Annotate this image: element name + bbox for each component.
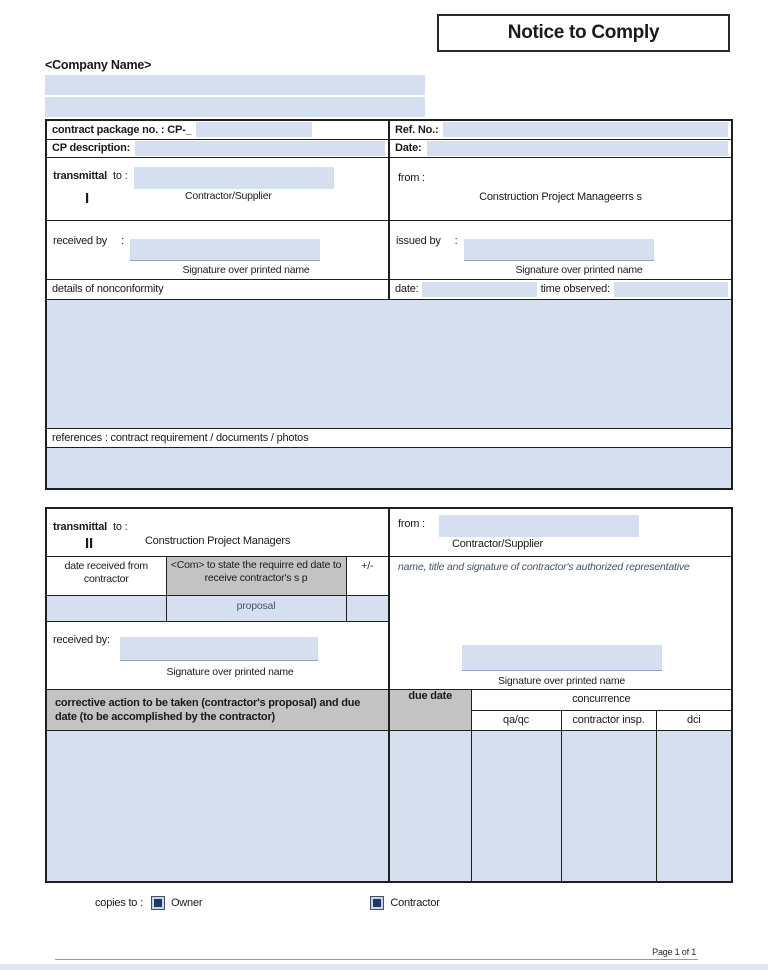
nonconformity-details-area[interactable] bbox=[46, 299, 732, 428]
corrective-action-area[interactable] bbox=[46, 730, 389, 882]
transmittal-1-label: transmittal bbox=[53, 169, 108, 182]
form-title-text: Notice to Comply bbox=[507, 22, 660, 43]
details-nonconformity-label: details of nonconformity bbox=[52, 282, 164, 295]
received-by-1-colon: : bbox=[121, 234, 124, 247]
references-label: references : contract requirement / documents / photos bbox=[52, 431, 309, 444]
contract-package-label: contract package no. : CP-_ bbox=[52, 123, 192, 136]
issued-by-colon: : bbox=[454, 234, 458, 247]
transmittal-2-to-value: Construction Project Managers bbox=[144, 535, 291, 547]
date-observed-label: date: bbox=[395, 283, 419, 295]
transmittal-1-from-value: Construction Project Manageerrs s bbox=[479, 190, 642, 203]
contractor-insp-area[interactable] bbox=[561, 730, 656, 882]
company-address-input[interactable] bbox=[45, 75, 425, 95]
transmittal-2-from-label: from : bbox=[398, 518, 425, 530]
dci-header: dci bbox=[687, 713, 701, 726]
transmittal-1-to-caption: Contractor/Supplier bbox=[184, 189, 272, 202]
ref-no-input[interactable] bbox=[443, 122, 728, 137]
transmittal-1-to-label: to : bbox=[113, 169, 128, 182]
company-name: <Company Name> bbox=[45, 58, 152, 72]
company-contact-input[interactable] bbox=[45, 97, 425, 117]
signature-caption-2-right: Signature over printed name bbox=[497, 674, 626, 687]
footer-divider bbox=[55, 959, 698, 960]
contractor-label: Contractor bbox=[390, 897, 440, 909]
owner-checkbox-icon[interactable] bbox=[151, 896, 165, 910]
plus-minus-input[interactable] bbox=[346, 595, 389, 621]
transmittal-2-table bbox=[45, 507, 733, 883]
date-received-input[interactable] bbox=[46, 595, 166, 621]
cp-description-input[interactable] bbox=[135, 141, 385, 156]
concurrence-header: concurrence bbox=[572, 692, 631, 705]
date-received-header: date received from contractor bbox=[46, 556, 166, 595]
transmittal-1-numeral: I bbox=[85, 189, 89, 207]
page-bottom-strip bbox=[0, 964, 768, 970]
issued-by-input[interactable] bbox=[464, 239, 654, 261]
qaqc-area[interactable] bbox=[471, 730, 561, 882]
issued-by-label: issued by bbox=[396, 234, 441, 247]
received-by-1-label: received by bbox=[53, 234, 108, 247]
time-observed-input[interactable] bbox=[614, 282, 728, 297]
transmittal-2-from-caption: Contractor/Supplier bbox=[452, 538, 543, 550]
contractor-signature-input[interactable] bbox=[462, 645, 662, 671]
proposal-cell[interactable] bbox=[166, 595, 346, 621]
received-by-1-input[interactable] bbox=[130, 239, 320, 261]
signature-caption-1-left: Signature over printed name bbox=[182, 263, 310, 276]
transmittal-2-from-input[interactable] bbox=[439, 515, 639, 537]
transmittal-1-table bbox=[45, 119, 733, 490]
date-input[interactable] bbox=[427, 141, 728, 156]
copies-to-label: copies to : bbox=[95, 897, 143, 909]
contractor-checkbox-fill bbox=[373, 899, 381, 907]
corrective-action-header: corrective action to be taken (contractor's proposal) and due date (to be accomplished by the contractor) bbox=[55, 696, 361, 724]
date-label: Date: bbox=[395, 142, 422, 154]
qaqc-header: qa/qc bbox=[503, 713, 529, 726]
transmittal-2-to-label: to : bbox=[113, 521, 128, 533]
ref-no-label: Ref. No.: bbox=[395, 123, 439, 136]
cp-description-label: CP description: bbox=[52, 142, 131, 154]
transmittal-1-from-label: from : bbox=[398, 171, 425, 184]
due-date-area[interactable] bbox=[389, 730, 471, 882]
contractor-checkbox-icon[interactable] bbox=[370, 896, 384, 910]
owner-label: Owner bbox=[170, 897, 203, 909]
authorized-rep-note: name, title and signature of contractor's authorized representative bbox=[398, 560, 690, 573]
form-title bbox=[437, 14, 730, 52]
signature-caption-2-left: Signature over printed name bbox=[166, 665, 294, 678]
contractor-insp-header: contractor insp. bbox=[572, 713, 645, 726]
received-by-2-label: received by: bbox=[53, 633, 110, 646]
date-observed-input[interactable] bbox=[422, 282, 536, 297]
com-note-header: <Com> to state the requirre ed date to receive contractor's s p bbox=[166, 556, 346, 595]
time-observed-label: time observed: bbox=[540, 283, 610, 295]
due-date-header: due date bbox=[408, 689, 453, 702]
page-number: Page 1 of 1 bbox=[652, 947, 696, 957]
owner-checkbox-fill bbox=[154, 899, 162, 907]
references-area[interactable] bbox=[46, 447, 732, 489]
copies-to-row bbox=[95, 896, 768, 910]
dci-area[interactable] bbox=[656, 730, 732, 882]
transmittal-2-label: transmittal bbox=[53, 521, 108, 533]
contract-package-input[interactable] bbox=[196, 122, 312, 137]
company-header-fields bbox=[45, 75, 425, 117]
plus-minus-header: +/- bbox=[346, 556, 389, 595]
signature-caption-1-right: Signature over printed name bbox=[515, 263, 643, 276]
proposal-label: proposal bbox=[236, 599, 276, 612]
transmittal-1-to-input[interactable] bbox=[134, 167, 334, 189]
transmittal-2-numeral: II bbox=[85, 535, 93, 552]
received-by-2-input[interactable] bbox=[120, 637, 318, 661]
